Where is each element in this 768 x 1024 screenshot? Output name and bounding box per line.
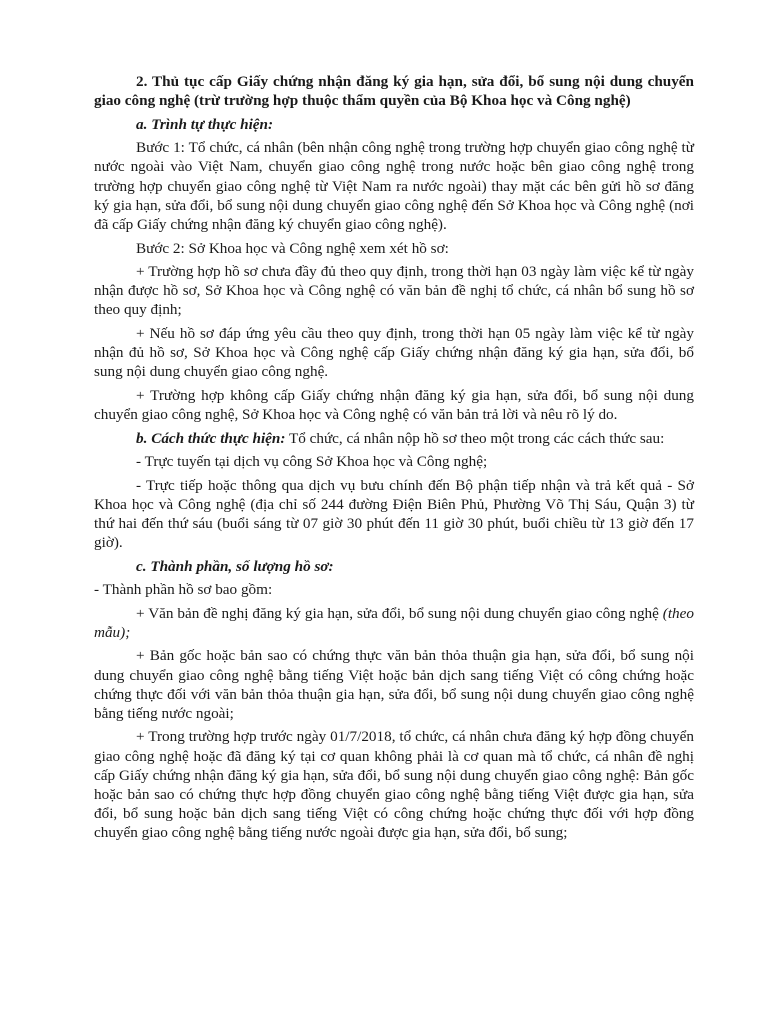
section-a-heading-text: a. Trình tự thực hiện: <box>136 115 274 133</box>
section-b-intro-text: Tổ chức, cá nhân nộp hồ sơ theo một trong các cách thức sau: <box>285 429 665 447</box>
section-a-case-3: + Trường hợp không cấp Giấy chứng nhận đăng ký gia hạn, sửa đổi, bổ sung nội dung chuyển giao công nghệ, Sở Khoa học và Công nghệ có văn bản trả lời và nêu rõ lý do. <box>94 386 694 424</box>
document-title: 2. Thủ tục cấp Giấy chứng nhận đăng ký gia hạn, sửa đổi, bổ sung nội dung chuyển giao công nghệ (trừ trường hợp thuộc thẩm quyền của Bộ Khoa học và Công nghệ) <box>94 73 694 110</box>
section-c-item-1-note: (theo mẫu); <box>94 604 694 641</box>
section-c-item-2: + Bản gốc hoặc bản sao có chứng thực văn bản thỏa thuận gia hạn, sửa đổi, bổ sung nội dung chuyển giao công nghệ bằng tiếng Việt hoặc bản dịch sang tiếng Việt có công chứng hoặc chứng thực đối với văn bản thỏa thuận gia hạn, sửa đổi, bổ sung nội dung chuyển giao công nghệ bằng tiếng nước ngoài; <box>94 647 694 722</box>
section-c-components-intro: - Thành phần hồ sơ bao gồm: <box>94 581 273 599</box>
section-c-item-1 <box>94 604 694 642</box>
section-b-intro <box>94 429 694 448</box>
section-c-item-3: + Trong trường hợp trước ngày 01/7/2018, tổ chức, cá nhân chưa đăng ký hợp đồng chuyển giao công nghệ hoặc đã đăng ký tại cơ quan không phải là cơ quan mà tổ chức, cá nhân đề nghị cấp Giấy chứng nhận đăng ký gia hạn, sửa đổi, bổ sung nội dung chuyển giao công nghệ: Bản gốc hoặc bản sao có chứng thực hợp đồng chuyển giao công nghệ bằng tiếng Việt được gia hạn, sửa đổi, bổ sung hoặc bản dịch sang tiếng Việt có công chứng hoặc chứng thực đối với hợp đồng chuyển giao công nghệ bằng tiếng nước ngoài được gia hạn, sửa đổi, bổ sung; <box>94 728 694 842</box>
section-a-step-1: Bước 1: Tổ chức, cá nhân (bên nhận công nghệ trong trường hợp chuyển giao công nghệ từ nước ngoài vào Việt Nam, chuyển giao công nghệ trong nước hoặc bên giao công nghệ trong trường hợp chuyển giao công nghệ từ Việt Nam ra nước ngoài) thay mặt các bên gửi hồ sơ đăng ký gia hạn, sửa đổi, bổ sung nội dung chuyển giao công nghệ đến Sở Khoa học và Công nghệ (nơi đã cấp Giấy chứng nhận đăng ký chuyển giao công nghệ). <box>94 139 694 234</box>
section-a-heading <box>94 115 694 134</box>
section-a-step-2: Bước 2: Sở Khoa học và Công nghệ xem xét hồ sơ: <box>136 239 449 257</box>
section-c-item-1-text: + Văn bản đề nghị đăng ký gia hạn, sửa đổi, bổ sung nội dung chuyển giao công nghệ <box>136 604 663 622</box>
section-b-heading: b. Cách thức thực hiện: <box>136 429 286 447</box>
section-c-heading <box>94 557 694 576</box>
section-b-online: - Trực tuyến tại dịch vụ công Sở Khoa học và Công nghệ; <box>136 453 488 471</box>
document-page <box>94 72 694 847</box>
section-a-case-2: + Nếu hồ sơ đáp ứng yêu cầu theo quy định, trong thời hạn 05 ngày làm việc kể từ ngày nhận đủ hồ sơ, Sở Khoa học và Công nghệ cấp Giấy chứng nhận đăng ký gia hạn, sửa đổi, bổ sung nội dung chuyển giao công nghệ. <box>94 324 694 381</box>
section-b-direct: - Trực tiếp hoặc thông qua dịch vụ bưu chính đến Bộ phận tiếp nhận và trả kết quả - Sở Khoa học và Công nghệ (địa chỉ số 244 đường Điện Biên Phủ, Phường Võ Thị Sáu, Quận 3) từ thứ hai đến thứ sáu (buổi sáng từ 07 giờ 30 phút đến 11 giờ 30 phút, buổi chiều từ 13 giờ đến 17 giờ). <box>94 476 694 552</box>
section-c-heading-text: c. Thành phần, số lượng hồ sơ: <box>136 557 334 575</box>
section-a-case-1: + Trường hợp hồ sơ chưa đầy đủ theo quy định, trong thời hạn 03 ngày làm việc kể từ ngày nhận được hồ sơ, Sở Khoa học và Công nghệ có văn bản đề nghị tổ chức, cá nhân bổ sung hồ sơ theo quy định; <box>94 263 694 319</box>
